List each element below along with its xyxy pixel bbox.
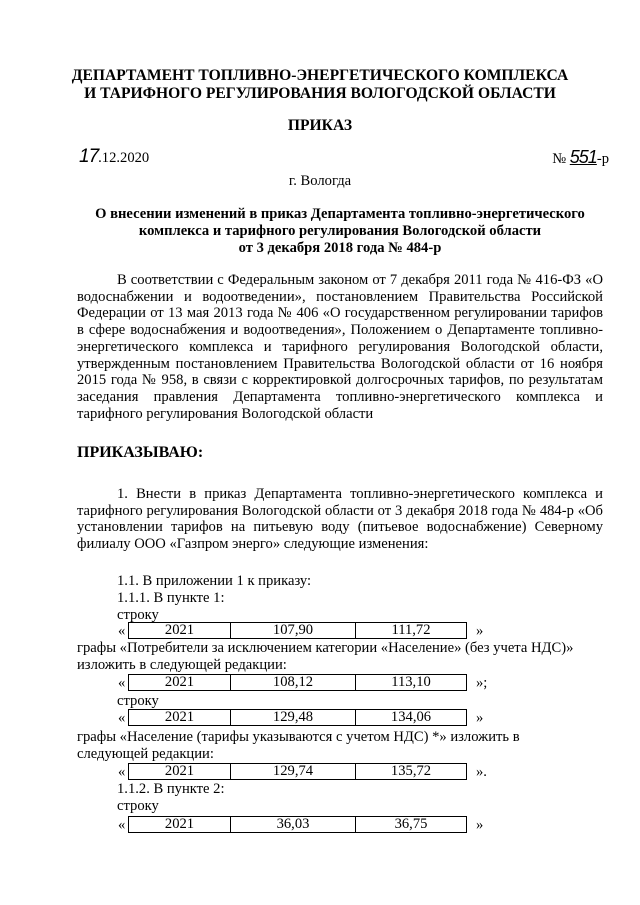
- graph-2-line-1: графы «Население (тарифы указываются с учетом НДС) *» изложить в: [77, 729, 520, 745]
- close-quote-3: »: [476, 710, 484, 726]
- open-quote-5: «: [118, 817, 126, 833]
- tariff-row-5: [128, 816, 467, 833]
- value-cell: 113,10: [356, 675, 467, 691]
- value-cell: 129,74: [231, 764, 356, 780]
- number-prefix: №: [552, 151, 567, 167]
- stroku-label-3: строку: [117, 798, 159, 814]
- open-quote-3: «: [118, 710, 126, 726]
- stroku-label-2: строку: [117, 693, 159, 709]
- value-cell: 108,12: [231, 675, 356, 691]
- close-quote-1: »: [476, 623, 484, 639]
- value-cell: 107,90: [231, 623, 356, 639]
- value-cell: 129,48: [231, 710, 356, 726]
- graph-2-line-2: следующей редакции:: [77, 746, 214, 762]
- order-word: ПРИКАЗЫВАЮ:: [77, 444, 204, 461]
- tariff-row-1: [128, 622, 467, 639]
- graph-1-line-1: графы «Потребители за исключением категории «Население» (без учета НДС)»: [77, 640, 574, 656]
- header-line-2: И ТАРИФНОГО РЕГУЛИРОВАНИЯ ВОЛОГОДСКОЙ ОБЛАСТИ: [84, 84, 556, 102]
- number-suffix: -р: [596, 151, 609, 167]
- value-cell: 36,03: [231, 817, 356, 833]
- value-cell: 135,72: [356, 764, 467, 780]
- tariff-row-4: [128, 763, 467, 780]
- year-cell: 2021: [129, 623, 231, 639]
- tariff-row-2: [128, 674, 467, 691]
- year-cell: 2021: [129, 764, 231, 780]
- open-quote-1: «: [118, 623, 126, 639]
- item-1-1: 1.1. В приложении 1 к приказу:: [117, 573, 312, 589]
- item-1-paragraph: 1. Внести в приказ Департамента топливно-энергетического комплекса и тарифного регулирования Вологодской области от 3 декабря 2018 года № 484-р «Об установлении тарифов на питьевую воду (питьевое водоснабжение) Северному филиалу ООО «Газпром энерго» следующие изменения:: [77, 486, 603, 553]
- document-type: ПРИКАЗ: [287, 117, 353, 134]
- year-cell: 2021: [129, 817, 231, 833]
- value-cell: 134,06: [356, 710, 467, 726]
- tariff-row-3: [128, 709, 467, 726]
- value-cell: 36,75: [356, 817, 467, 833]
- stroku-label-1: строку: [117, 607, 159, 623]
- handwritten-day: 17: [79, 146, 99, 167]
- header-line-1: ДЕПАРТАМЕНТ ТОПЛИВНО-ЭНЕРГЕТИЧЕСКОГО КОМПЛЕКСА: [71, 67, 569, 84]
- department-header: [0, 67, 640, 102]
- graph-1-line-2: изложить в следующей редакции:: [77, 657, 287, 673]
- close-quote-2: »;: [476, 675, 488, 691]
- date-rest: .12.2020: [98, 150, 150, 166]
- open-quote-4: «: [118, 764, 126, 780]
- item-1-1-2: 1.1.2. В пункте 2:: [117, 781, 225, 797]
- close-quote-5: »: [476, 817, 484, 833]
- year-cell: 2021: [129, 675, 231, 691]
- subject-line-3: от 3 декабря 2018 года № 484-р: [238, 240, 442, 257]
- document-number: [552, 149, 609, 168]
- document-subject: [60, 206, 620, 258]
- handwritten-number: 551: [569, 147, 597, 167]
- item-1-1-1: 1.1.1. В пункте 1:: [117, 590, 225, 606]
- city: г. Вологда: [288, 173, 352, 189]
- subject-line-1: О внесении изменений в приказ Департамента топливно-энергетического: [95, 206, 585, 222]
- subject-line-2: комплекса и тарифного регулирования Вологодской области: [138, 223, 542, 240]
- year-cell: 2021: [129, 710, 231, 726]
- preamble-paragraph: В соответствии с Федеральным законом от 7 декабря 2011 года № 416-ФЗ «О водоснабжении и водоотведении», постановлением Правительства Российской Федерации от 13 мая 2013 года № 406 «О государственном регулировании тарифов в сфере водоснабжения и водоотведения», Положением о Департаменте топливно-энергетического комплекса и тарифного регулирования Вологодской области, утвержденным постановлением Правительства Вологодской области от 16 ноября 2015 года № 958, в связи с корректировкой долгосрочных тарифов, по результатам заседания правления Департамента топливно-энергетического комплекса и тарифного регулирования Вологодской области: [77, 272, 603, 422]
- document-date: [79, 146, 150, 167]
- open-quote-2: «: [118, 675, 126, 691]
- close-quote-4: ».: [476, 764, 487, 780]
- value-cell: 111,72: [356, 623, 467, 639]
